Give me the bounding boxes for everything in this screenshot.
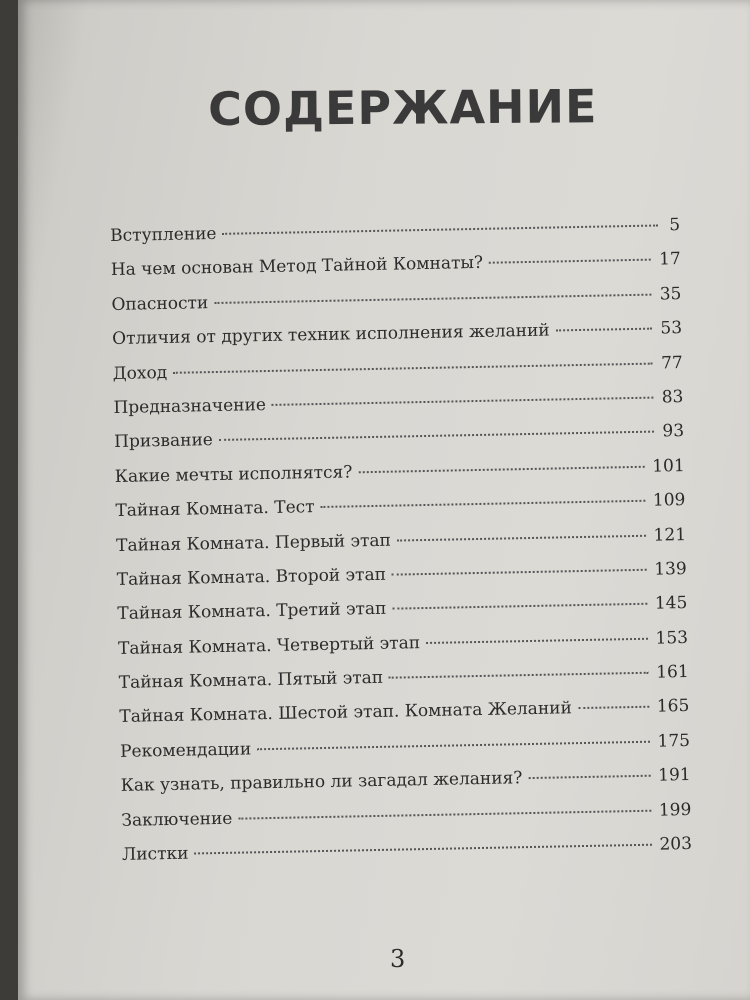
toc-entry-title: Тайная Комната. Шестой этап. Комната Желаний (119, 698, 573, 728)
table-of-contents (110, 215, 692, 879)
toc-entry-title: Предназначение (113, 394, 267, 418)
toc-entry-title: Рекомендации (119, 739, 252, 762)
toc-dot-leader (358, 466, 644, 473)
toc-entry-page: 109 (652, 490, 686, 511)
toc-entry-page: 199 (658, 799, 692, 821)
toc-entry-title: Какие мечты исполнятся? (114, 462, 353, 487)
toc-entry-page: 93 (662, 421, 685, 442)
toc-dot-leader (489, 259, 651, 264)
toc-entry-title: Отличия от других техник исполнения желаний (111, 320, 550, 350)
toc-dot-leader (173, 362, 653, 373)
toc-entry-title: Тайная Комната. Третий этап (117, 599, 387, 625)
toc-entry-page: 139 (654, 558, 687, 580)
toc-entry-title: Тайная Комната. Четвертый этап (117, 632, 421, 659)
toc-dot-leader (578, 706, 649, 709)
toc-dot-leader (397, 534, 646, 541)
toc-dot-leader (321, 500, 645, 508)
toc-entry-page: 101 (652, 455, 685, 477)
toc-entry-title: Опасности (111, 292, 209, 315)
toc-entry-title: Заключение (121, 808, 233, 831)
contents-title: СОДЕРЖАНИЕ (208, 79, 598, 136)
toc-entry-title: Призвание (113, 430, 214, 453)
toc-entry-page: 145 (654, 593, 688, 614)
toc-entry-page: 165 (656, 696, 690, 718)
toc-entry-page: 5 (669, 215, 681, 236)
toc-dot-leader (556, 328, 653, 332)
toc-entry-title: Тайная Комната. Пятый этап (118, 667, 384, 693)
toc-entry-title: Вступление (110, 223, 217, 246)
toc-entry-page: 35 (659, 283, 682, 305)
toc-dot-leader (389, 672, 648, 679)
toc-entry-page: 17 (658, 249, 681, 270)
toc-dot-leader (214, 293, 652, 303)
toc-entry-page: 161 (656, 662, 689, 683)
toc-dot-leader (272, 397, 654, 406)
page-number: 3 (390, 945, 406, 973)
toc-entry-title: На чем основан Метод Тайной Комнаты? (110, 253, 484, 281)
toc-dot-leader (392, 569, 646, 576)
toc-dot-leader (528, 775, 650, 779)
toc-entry-page: 77 (660, 352, 683, 374)
toc-dot-leader (426, 637, 648, 643)
toc-dot-leader (194, 844, 651, 855)
toc-entry-page: 121 (653, 524, 687, 546)
toc-entry-page: 175 (657, 730, 691, 752)
toc-dot-leader (219, 431, 655, 441)
toc-entry-page: 191 (658, 765, 691, 786)
toc-entry-title: Тайная Комната. Тест (115, 497, 315, 522)
toc-dot-leader (238, 809, 651, 819)
toc-entry-page: 203 (659, 833, 693, 855)
toc-entry-title: Доход (112, 362, 168, 384)
toc-entry-title: Листки (121, 843, 189, 865)
toc-entry-page: 153 (655, 627, 689, 649)
toc-entry-page: 83 (661, 386, 684, 408)
toc-dot-leader (222, 224, 658, 234)
toc-dot-leader (392, 603, 647, 610)
toc-entry-title: Тайная Комната. Второй этап (116, 564, 387, 590)
toc-entry-page: 53 (660, 318, 683, 339)
toc-entry-title: Тайная Комната. Первый этап (115, 530, 392, 556)
book-page (18, 0, 750, 1000)
toc-entry-title: Как узнать, правильно ли загадал желания? (120, 768, 523, 797)
toc-dot-leader (257, 741, 649, 751)
